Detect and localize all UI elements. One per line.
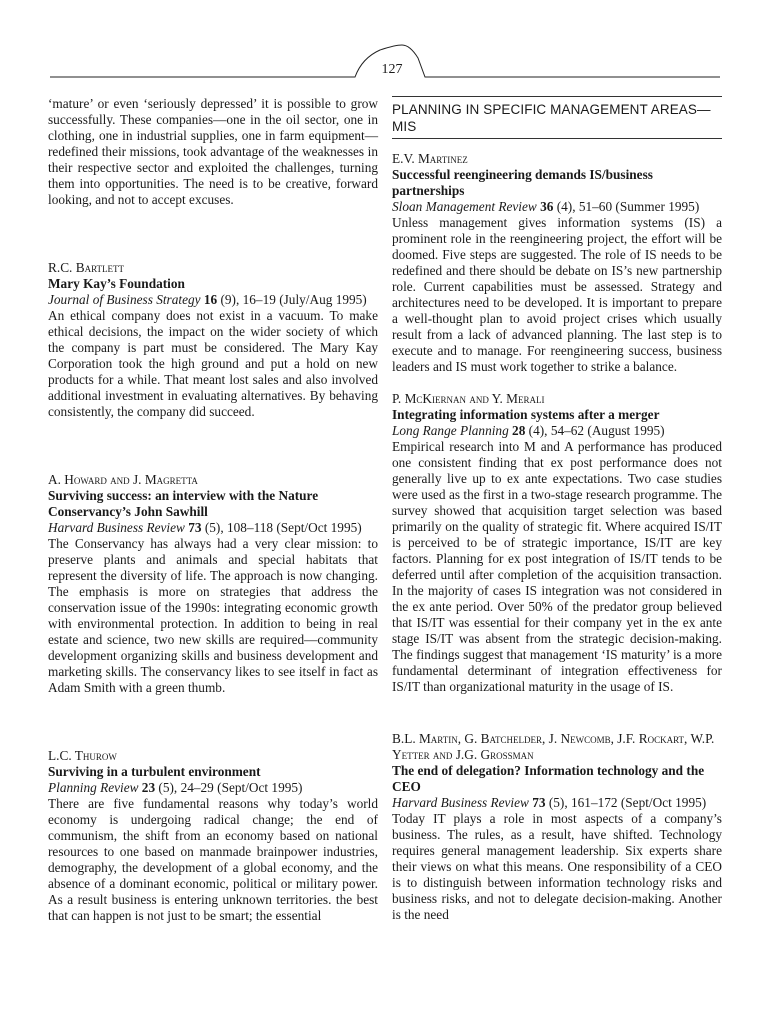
author-surname: Bartlett bbox=[75, 260, 125, 275]
entry-title: The end of delegation? Information technology and the CEO bbox=[392, 763, 705, 794]
entry-author bbox=[48, 260, 378, 276]
entry-author bbox=[392, 391, 722, 407]
section-rule-top bbox=[392, 96, 722, 97]
bibliographic-entry bbox=[48, 472, 378, 696]
page-header bbox=[50, 44, 720, 80]
entry-abstract: The Conservancy has always had a very clear mission: to preserve plants and animals and special habitats that represent the diversity of life. The approach is now changing. The emphasis is more on strategies that address the conservation issue of the 1990s: integrating economic growth with environmental protection. In addition to being in real estate and science, two new skills are required—community development organizing skills and business development and marketing skills. The conservancy likes to see itself in fact as Adam Smith with a green thumb. bbox=[48, 536, 378, 695]
entry-author bbox=[48, 472, 378, 488]
journal-name: Planning Review bbox=[48, 780, 139, 795]
entry-abstract: Empirical research into M and A performance has produced one consistent finding that ex post performance does not generally live up to ex ante expectations. Two case studies were used as the first in a two-stage research programme. The survey showed that acquisition target selection was based primarily on the quality of strategic fit. Where acquired IS/IT is perceived to be of strategic importance, IS/IT are key factors. Planning for ex post integration of IS/IT tends to be deferred until after completion of the acquisition transaction. In the majority of cases IS integration was not considered in the ex ante period. Over 50% of the predator group believed that IS/IT was essential for their company yet in the ex ante stage IS/IT was absent from the strategic decision-making. The findings suggest that management ‘IS maturity’ is a more fundamental determinant of integration effectiveness for IS/IT than organizational maturity in the usage of IS. bbox=[392, 439, 722, 694]
journal-volume: 23 bbox=[141, 780, 156, 795]
entry-citation bbox=[48, 292, 378, 308]
author-names: B.L. Martin, G. Batchelder, J. Newcomb, J.F. Rockart, W.P. Yetter and J.G. Grossman bbox=[392, 731, 715, 762]
bibliographic-entry bbox=[392, 391, 722, 695]
journal-issue: (4), 51–60 (Summer 1995) bbox=[553, 199, 700, 214]
right-column bbox=[392, 96, 722, 923]
bibliographic-entry bbox=[392, 151, 722, 375]
journal-volume: 73 bbox=[532, 795, 546, 810]
journal-issue: (5), 161–172 (Sept/Oct 1995) bbox=[545, 795, 707, 810]
entry-citation bbox=[392, 199, 722, 215]
journal-name: Journal of Business Strategy bbox=[48, 292, 201, 307]
section-heading: PLANNING IN SPECIFIC MANAGEMENT AREAS—MIS bbox=[392, 102, 711, 134]
entry-title: Successful reengineering demands IS/business partnerships bbox=[392, 167, 653, 198]
bibliographic-entry bbox=[48, 260, 378, 420]
entry-author bbox=[392, 151, 722, 167]
continued-abstract: ‘mature’ or even ‘seriously depressed’ it is possible to grow successfully. These companies—one in the oil sector, one in clothing, one in industrial supplies, one in farm equipment—redefined their missions, took advantage of the weaknesses in their respective sector and exploited the challenges, turning them into opportunities. The need is to be creative, forward looking, and not to accept excuses. bbox=[48, 96, 378, 207]
bibliographic-entry bbox=[392, 731, 722, 923]
entry-author bbox=[48, 748, 378, 764]
entry-abstract: There are five fundamental reasons why today’s world economy is undergoing radical change; the end of communism, the shift from an economy based on national resources to one based on manmade brainpower industries, demography, the development of a global economy, and the absence of a dominant economic, political or military power. As a result business is entering unknown territories. the best that can happen is not just to be smart; the essential bbox=[48, 796, 378, 923]
entry-citation bbox=[392, 423, 722, 439]
entry-citation bbox=[392, 795, 722, 811]
entry-title: Surviving success: an interview with the Nature Conservancy’s John Sawhill bbox=[48, 488, 319, 519]
journal-volume: 36 bbox=[540, 199, 554, 214]
entry-citation bbox=[48, 780, 378, 796]
entry-title: Mary Kay’s Foundation bbox=[48, 276, 185, 291]
entry-citation bbox=[48, 520, 378, 536]
journal-issue: (5), 24–29 (Sept/Oct 1995) bbox=[155, 780, 303, 795]
author-names: P. McKiernan and Y. Merali bbox=[392, 391, 545, 406]
author-initials: R.C. bbox=[48, 260, 76, 275]
journal-volume: 73 bbox=[188, 520, 202, 535]
entry-title: Integrating information systems after a merger bbox=[392, 407, 660, 422]
journal-issue: (9), 16–19 (July/Aug 1995) bbox=[217, 292, 367, 307]
journal-name: Harvard Business Review bbox=[392, 795, 529, 810]
journal-name: Long Range Planning bbox=[392, 423, 509, 438]
journal-issue: (5), 108–118 (Sept/Oct 1995) bbox=[201, 520, 362, 535]
journal-volume: 28 bbox=[512, 423, 526, 438]
section-rule-bottom bbox=[392, 138, 722, 139]
journal-name: Sloan Management Review bbox=[392, 199, 537, 214]
journal-name: Harvard Business Review bbox=[48, 520, 185, 535]
author-names: E.V. Martinez bbox=[392, 151, 468, 166]
entry-abstract: An ethical company does not exist in a vacuum. To make ethical decisions, the impact on the wider society of which the company is part must be considered. The Mary Kay Corporation took the high ground and put a hold on new products for a while. That meant lost sales and also involved additional investment in evaluating alternatives. By behaving consistently, the company did succeed. bbox=[48, 308, 378, 419]
journal-issue: (4), 54–62 (August 1995) bbox=[525, 423, 665, 438]
bibliographic-entry bbox=[48, 748, 378, 924]
left-column bbox=[48, 96, 378, 924]
page-number: 127 bbox=[381, 62, 403, 77]
entry-abstract: Today IT plays a role in most aspects of a company’s business. The rules, as a result, have shifted. Technology requires general management leadership. Six experts share their views on what this means. One responsibility of a CEO is to distinguish between information technology risks and business risks, and not to delegate decision-making. Another is the need bbox=[392, 811, 722, 922]
journal-volume: 16 bbox=[203, 292, 218, 307]
entry-title: Surviving in a turbulent environment bbox=[48, 764, 261, 779]
author-names: L.C. Thurow bbox=[48, 748, 117, 763]
entry-author bbox=[392, 731, 722, 763]
author-names: A. Howard and J. Magretta bbox=[48, 472, 198, 487]
entry-abstract: Unless management gives information systems (IS) a prominent role in the reengineering project, the effort will be doomed. Five steps are suggested. The role of IS needs to be redefined and there should be debate on IS’s new partnership role. Current capabilities must be assessed. Strategy and architectures need to be developed. It is important to prepare a well-thought plan to avoid project crises which usually result from a lack of advanced planning. The last step is to execute and to manage. For reengineering success, business leaders and IS must work together to strike a balance. bbox=[392, 215, 722, 374]
